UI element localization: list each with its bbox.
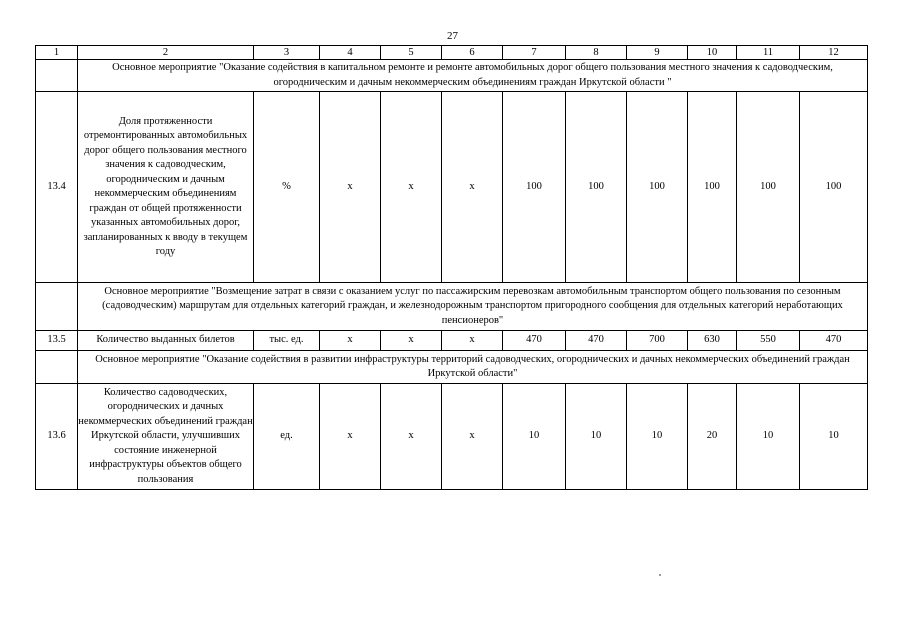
column-header: 12	[800, 46, 868, 60]
indicator-number: 13.6	[36, 384, 78, 490]
section-title: Основное мероприятие "Возмещение затрат в связи с оказанием услуг по пассажирским перевозкам автомобильным транспортом общего пользования по сезонным (садоводческим) маршрутам для отдельных категорий граждан, и железнодорожным транспортом пригородного сообщения для отдельных категорий неработающих пенсионеров"	[78, 283, 868, 331]
value-cell: 20	[688, 384, 737, 490]
column-header: 3	[254, 46, 320, 60]
indicator-row	[36, 331, 868, 351]
column-header: 8	[566, 46, 627, 60]
column-header: 5	[381, 46, 442, 60]
value-cell: х	[442, 384, 503, 490]
value-cell: 700	[627, 331, 688, 351]
value-cell: 10	[503, 384, 566, 490]
value-cell: х	[320, 331, 381, 351]
section-num-cell	[36, 351, 78, 384]
value-cell: 10	[627, 384, 688, 490]
indicator-unit: ед.	[254, 384, 320, 490]
indicator-name: Количество выданных билетов	[78, 331, 254, 351]
column-header: 11	[737, 46, 800, 60]
indicator-number: 13.5	[36, 331, 78, 351]
value-cell: 100	[800, 92, 868, 283]
indicator-name: Количество садоводческих, огороднических и дачных некоммерческих объединений граждан Иркутской области, улучшивших состояние инженерной инфраструктуры объектов общего пользования	[78, 384, 254, 490]
value-cell: 100	[566, 92, 627, 283]
value-cell: 550	[737, 331, 800, 351]
indicator-unit: тыс. ед.	[254, 331, 320, 351]
column-header: 9	[627, 46, 688, 60]
section-row	[36, 283, 868, 331]
indicator-row	[36, 92, 868, 283]
value-cell: 470	[800, 331, 868, 351]
column-header: 10	[688, 46, 737, 60]
value-cell: 100	[503, 92, 566, 283]
indicator-number: 13.4	[36, 92, 78, 283]
column-header: 6	[442, 46, 503, 60]
value-cell: 100	[688, 92, 737, 283]
section-num-cell	[36, 283, 78, 331]
indicators-table	[35, 45, 868, 490]
scan-speck	[659, 574, 661, 576]
indicator-name: Доля протяженности отремонтированных автомобильных дорог общего пользования местного значения к садоводческим, огородническим и дачным некоммерческим объединениям граждан от общей протяженности указанных автомобильных дорог, запланированных к вводу в текущем году	[78, 92, 254, 283]
column-header: 4	[320, 46, 381, 60]
section-title: Основное мероприятие "Оказание содействия в капитальном ремонте и ремонте автомобильных дорог общего пользования местного значения к садоводческим, огородническим и дачным некоммерческим объединениям граждан Иркутской области "	[78, 60, 868, 92]
value-cell: 10	[737, 384, 800, 490]
value-cell: 100	[627, 92, 688, 283]
value-cell: х	[381, 331, 442, 351]
section-row	[36, 60, 868, 92]
section-row	[36, 351, 868, 384]
value-cell: 10	[800, 384, 868, 490]
page-number: 27	[447, 30, 458, 42]
value-cell: х	[442, 331, 503, 351]
value-cell: 470	[503, 331, 566, 351]
section-num-cell	[36, 60, 78, 92]
value-cell: х	[381, 384, 442, 490]
value-cell: 10	[566, 384, 627, 490]
column-header: 7	[503, 46, 566, 60]
section-title: Основное мероприятие "Оказание содействия в развитии инфраструктуры территорий садоводческих, огороднических и дачных некоммерческих объединений граждан Иркутской области"	[78, 351, 868, 384]
value-cell: 470	[566, 331, 627, 351]
column-header: 1	[36, 46, 78, 60]
value-cell: 630	[688, 331, 737, 351]
column-header: 2	[78, 46, 254, 60]
indicator-unit: %	[254, 92, 320, 283]
value-cell: 100	[737, 92, 800, 283]
value-cell: х	[381, 92, 442, 283]
indicator-row	[36, 384, 868, 490]
value-cell: х	[442, 92, 503, 283]
value-cell: х	[320, 92, 381, 283]
column-number-row	[36, 46, 868, 60]
value-cell: х	[320, 384, 381, 490]
